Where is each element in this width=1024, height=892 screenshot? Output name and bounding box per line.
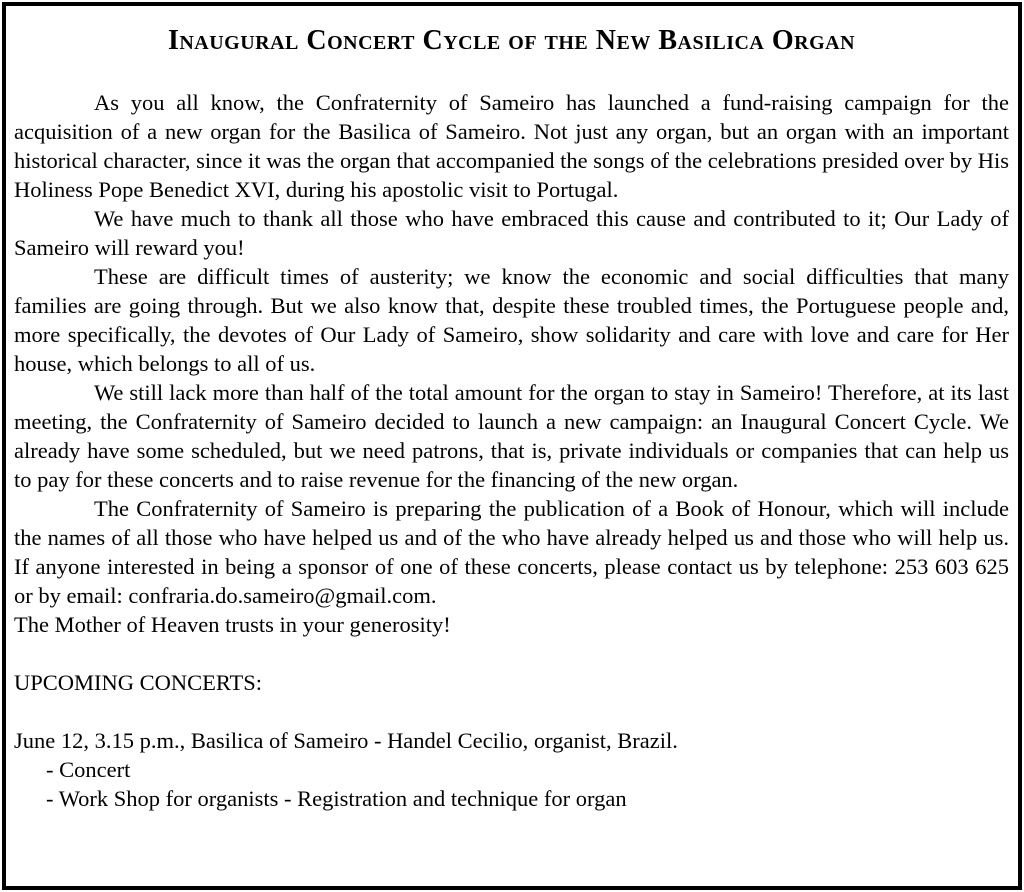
document-frame: [2, 2, 1022, 890]
paragraph-austerity: These are difficult times of austerity; we know the economic and social difficulties that many families are going through. But we also know that, despite these troubled times, the Portuguese people and, more specifically, the devotes of Our Lady of Sameiro, show solidarity and care with love and care for Her house, which belongs to all of us.: [14, 264, 1009, 376]
paragraph-thanks: We have much to thank all those who have embraced this cause and contributed to it; Our Lady of Sameiro will reward you!: [14, 206, 1009, 260]
closing-line: The Mother of Heaven trusts in your generosity!: [14, 612, 451, 637]
concert-item-concert: - Concert: [46, 757, 131, 782]
document-title: Inaugural Concert Cycle of the New Basilica Organ: [167, 25, 856, 56]
concert-date-line: June 12, 3.15 p.m., Basilica of Sameiro - Handel Cecilio, organist, Brazil.: [14, 728, 678, 753]
paragraph-book-of-honour-contact: The Confraternity of Sameiro is preparing the publication of a Book of Honour, which will include the names of all those who have helped us and of the who have already helped us and those who will help us. If anyone interested in being a sponsor of one of these concerts, please contact us by telephone: 253 603 625 or by email: confraria.do.sameiro@gmail.com.: [14, 496, 1009, 608]
paragraph-new-campaign: We still lack more than half of the total amount for the organ to stay in Sameiro! Therefore, at its last meeting, the Confraternity of Sameiro decided to launch a new campaign: an Inaugural Concert Cycle. We already have some scheduled, but we need patrons, that is, private individuals or companies that can help us to pay for these concerts and to raise revenue for the financing of the new organ.: [14, 380, 1009, 492]
concert-item-workshop: - Work Shop for organists - Registration and technique for organ: [46, 786, 627, 811]
upcoming-concerts-heading: UPCOMING CONCERTS:: [14, 670, 263, 695]
paragraph-fundraising-campaign: As you all know, the Confraternity of Sameiro has launched a fund-raising campaign for the acquisition of a new organ for the Basilica of Sameiro. Not just any organ, but an organ with an important historical character, since it was the organ that accompanied the songs of the celebrations presided over by His Holiness Pope Benedict XVI, during his apostolic visit to Portugal.: [14, 90, 1009, 202]
